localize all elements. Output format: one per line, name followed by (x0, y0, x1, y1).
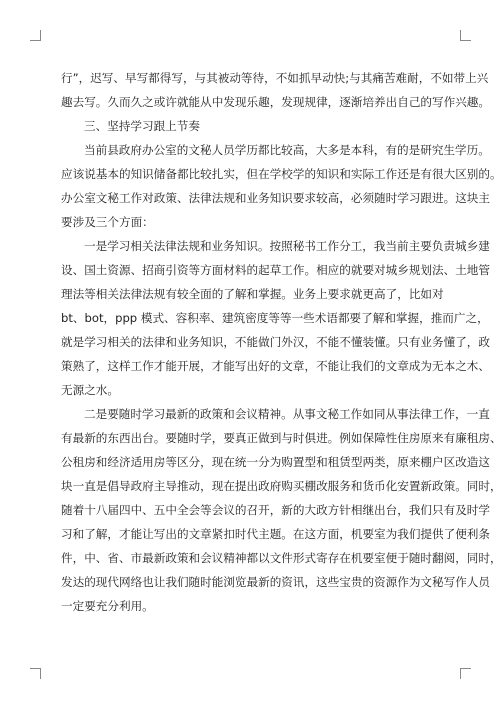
crop-mark-top-left (30, 30, 41, 41)
body-line: 行”，迟写、早写都得写，与其被动等待，不如抓早动快;与其痛苦难耐，不如带上兴 (61, 71, 489, 85)
body-line: 无源之水。 (61, 383, 119, 397)
body-line: 发达的现代网络也让我们随时能浏览最新的资讯，这些宝贵的资源作为文秘写作人员 (61, 575, 490, 589)
body-line: 件，中、省、市最新政策和会议精神都以文件形式寄存在机要室便于随时翻阅，同时， (61, 551, 502, 565)
body-line: 有最新的东西出台。要随时学，要真正做到与时俱进。例如保障性住房原来有廉租房、 (61, 431, 502, 445)
crop-mark-bottom-left (30, 668, 41, 679)
body-line: 一定要充分利用。 (61, 599, 154, 613)
body-line: 理法等相关法律法规有较全面的了解和掌握。业务上要求就更高了，比如对 (61, 287, 444, 301)
crop-mark-top-right (460, 30, 471, 41)
body-line: 趣去写。久而久之或许就能从中发现乐趣，发现规律，逐渐培养出自己的写作兴趣。 (61, 95, 490, 109)
body-line: 办公室文秘工作对政策、法律法规和业务知识要求较高，必须随时学习跟进。这块主 (61, 191, 490, 205)
body-line: 应该说基本的知识储备都比较扎实，但在学校学的知识和实际工作还是有很大区别的。 (61, 167, 502, 181)
body-line: 就是学习相关的法律和业务知识，不能做门外汉，不能不懂装懂。只有业务懂了，政 (61, 335, 490, 349)
body-line: 设、国土资源、招商引资等方面材料的起草工作。相应的就要对城乡规划法、土地管 (61, 263, 490, 277)
body-line: 一是学习相关法律法规和业务知识。按照秘书工作分工，我当前主要负责城乡建 (84, 239, 490, 253)
body-line: 公租房和经济适用房等区分，现在统一分为购置型和租赁型两类，原来棚户区改造这 (61, 455, 490, 469)
body-line: 当前县政府办公室的文秘人员学历都比较高，大多是本科，有的是研究生学历。 (84, 143, 490, 157)
crop-mark-bottom-right (460, 668, 471, 679)
body-line: 块一直是倡导政府主导推动，现在提出政府购买棚改服务和货币化安置新政策。同时， (61, 479, 502, 493)
body-line: 随着十八届四中、五中全会等会议的召开，新的大政方针相继出台，我们只有及时学 (61, 503, 490, 517)
body-line: 策熟了，这样工作才能开展，才能写出好的文章，不能让我们的文章成为无本之木、 (61, 359, 490, 373)
section-heading: 三、坚持学习跟上节奏 (84, 119, 200, 133)
body-line: 习和了解，才能让写出的文章紧扣时代主题。在这方面，机要室为我们提供了便利条 (61, 527, 490, 541)
document-body (61, 66, 502, 618)
body-line: 二是要随时学习最新的政策和会议精神。从事文秘工作如同从事法律工作，一直 (84, 407, 490, 421)
body-line: 要涉及三个方面： (61, 215, 154, 229)
body-line: bt、bot，ppp 模式、容积率、建筑密度等等一些术语都要了解和掌握，推而广之， (61, 311, 489, 325)
